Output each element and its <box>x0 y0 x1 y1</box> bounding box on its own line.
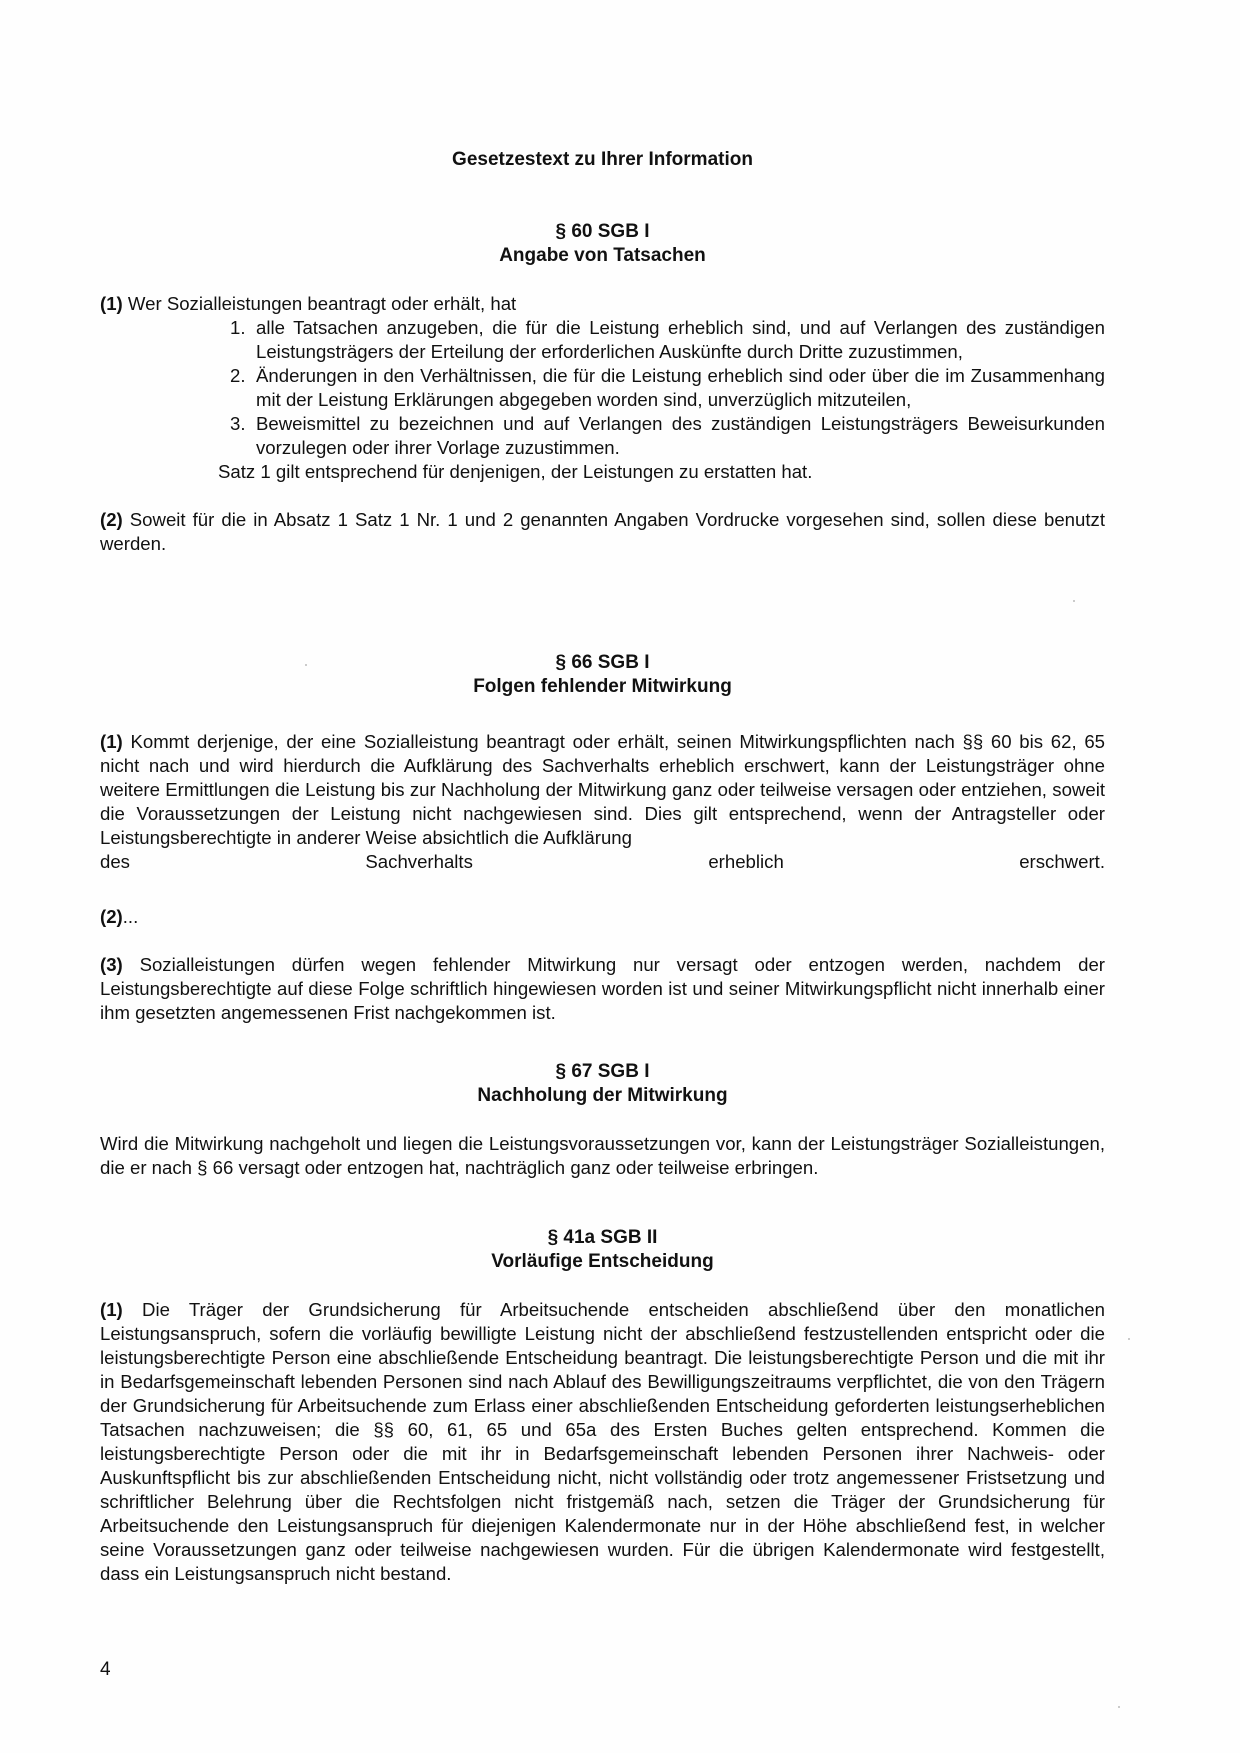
paragraph-text: Kommt derjenige, der eine Sozialleistung beantragt oder erhält, seinen Mitwirkungspflichten nach §§ 60 bis 62, 65 nicht nach und wird hierdurch die Aufklärung des Sachverhalts erheblich erschwert, kann der Leistungsträger ohne weitere Ermittlungen die Leistung bis zur Nachholung der Mitwirkung ganz oder teilweise versagen oder entziehen, soweit die Voraussetzungen der Leistung nicht nachgewiesen sind. Dies gilt entsprechend, wenn der Antragsteller oder Leistungsberechtigte in anderer Weise absichtlich die Aufklärung <box>100 731 1105 848</box>
section-law: § 66 SGB I <box>555 652 650 673</box>
word: Sachverhalts <box>365 851 473 872</box>
section-heading <box>100 1226 1105 1274</box>
scan-speck <box>1128 1338 1130 1340</box>
page-number: 4 <box>100 1659 111 1680</box>
scan-speck <box>1073 600 1075 602</box>
paragraph-label: (1) <box>100 293 123 314</box>
scan-speck <box>305 664 307 666</box>
paragraph-text: Sozialleistungen dürfen wegen fehlender Mitwirkung nur versagt oder entzogen werden, nachdem der Leistungsberechtigte auf diese Folge schriftlich hingewiesen worden ist und seiner Mitwirkungspflicht nicht innerhalb einer ihm gesetzten angemessenen Frist nachgekommen ist. <box>100 954 1105 1023</box>
scan-speck <box>1118 1706 1120 1708</box>
paragraph-1 <box>100 730 1105 850</box>
list-item-number: 3. <box>230 413 246 434</box>
numbered-list <box>100 316 1105 460</box>
document-heading: Gesetzestext zu Ihrer Information <box>452 149 753 170</box>
section-heading <box>100 220 1105 268</box>
section-sgb1-67 <box>100 1060 1105 1180</box>
section-sgb2-41a <box>100 1226 1105 1586</box>
list-item <box>230 364 1105 412</box>
paragraph-label: (2) <box>100 509 123 530</box>
word: erschwert. <box>1019 851 1105 872</box>
list-item-number: 2. <box>230 365 246 386</box>
section-title: Vorläufige Entscheidung <box>491 1251 714 1272</box>
paragraph-text: Wird die Mitwirkung nachgeholt und liegen die Leistungsvoraussetzungen vor, kann der Leistungsträger Sozialleistungen, die er nach § 66 versagt oder entzogen hat, nachträglich ganz oder teilweise erbringen. <box>100 1133 1105 1178</box>
word: erheblich <box>708 851 784 872</box>
section-heading <box>100 651 1105 699</box>
paragraph-satz: Satz 1 gilt entsprechend für denjenigen, der Leistungen zu erstatten hat. <box>218 461 813 482</box>
section-sgb1-66 <box>100 651 1105 1025</box>
paragraph-1 <box>100 1298 1105 1586</box>
paragraph-text: ... <box>122 906 139 927</box>
paragraph-intro: Wer Sozialleistungen beantragt oder erhält, hat <box>127 293 517 314</box>
list-item-text: alle Tatsachen anzugeben, die für die Leistung erheblich sind, und auf Verlangen des zuständigen Leistungsträgers der Erteilung der erforderlichen Auskünfte durch Dritte zuzustimmen, <box>256 317 1105 362</box>
list-item <box>230 412 1105 460</box>
section-heading <box>100 1060 1105 1108</box>
section-title: Angabe von Tatsachen <box>499 245 706 266</box>
paragraph-text: Soweit für die in Absatz 1 Satz 1 Nr. 1 und 2 genannten Angaben Vordrucke vorgesehen sind, sollen diese benutzt werden. <box>100 509 1105 554</box>
list-item-number: 1. <box>230 317 246 338</box>
section-law: § 60 SGB I <box>555 221 650 242</box>
word: des <box>100 851 130 872</box>
paragraph-2 <box>100 905 1105 929</box>
section-law: § 67 SGB I <box>555 1061 650 1082</box>
paragraph-1 <box>100 292 1105 316</box>
list-item-text: Beweismittel zu bezeichnen und auf Verlangen des zuständigen Leistungsträgers Beweisurkunden vorzulegen oder ihrer Vorlage zuzustimmen. <box>256 413 1105 458</box>
paragraph-label: (1) <box>100 1299 123 1320</box>
section-law: § 41a SGB II <box>547 1227 658 1248</box>
paragraph-3 <box>100 953 1105 1025</box>
paragraph-label: (3) <box>100 954 123 975</box>
paragraph-label: (2) <box>100 906 123 927</box>
section-title: Nachholung der Mitwirkung <box>477 1085 728 1106</box>
paragraph-2 <box>100 508 1105 556</box>
paragraph-text: Die Träger der Grundsicherung für Arbeitsuchende entscheiden abschließend über den monatlichen Leistungsanspruch, sofern die vorläufig bewilligte Leistung nicht der abschließend festzustellenden entspricht oder die leistungsberechtigte Person eine abschließende Entscheidung beantragt. Die leistungsberechtigte Person und die mit ihr in Bedarfsgemeinschaft lebenden Personen sind nach Ablauf des Bewilligungszeitraums verpflichtet, die von den Trägern der Grundsicherung für Arbeitsuchende zum Erlass einer abschließenden Entscheidung geforderten leistungserheblichen Tatsachen nachzuweisen; die §§ 60, 61, 65 und 65a des Ersten Buches gelten entsprechend. Kommen die leistungsberechtigte Person oder die mit ihr in Bedarfsgemeinschaft lebenden Personen ihrer Nachweis- oder Auskunftspflicht bis zur abschließenden Entscheidung nicht, nicht vollständig oder trotz angemessener Fristsetzung und schriftlicher Belehrung über die Rechtsfolgen nicht fristgemäß nach, setzen die Träger der Grundsicherung für Arbeitsuchende den Leistungsanspruch für diejenigen Kalendermonate nur in der Höhe abschließend fest, in welcher seine Voraussetzungen ganz oder teilweise nachgewiesen wurden. Für die übrigen Kalendermonate wird festgestellt, dass ein Leistungsanspruch nicht bestand. <box>100 1299 1105 1584</box>
paragraph-label: (1) <box>100 731 123 752</box>
paragraph-last-line <box>100 850 1105 874</box>
section-title: Folgen fehlender Mitwirkung <box>473 676 732 697</box>
list-item <box>230 316 1105 364</box>
section-sgb1-60 <box>100 220 1105 556</box>
list-item-text: Änderungen in den Verhältnissen, die für die Leistung erheblich sind oder über die im Zusammenhang mit der Leistung Erklärungen abgegeben worden sind, unverzüglich mitzuteilen, <box>256 365 1105 410</box>
